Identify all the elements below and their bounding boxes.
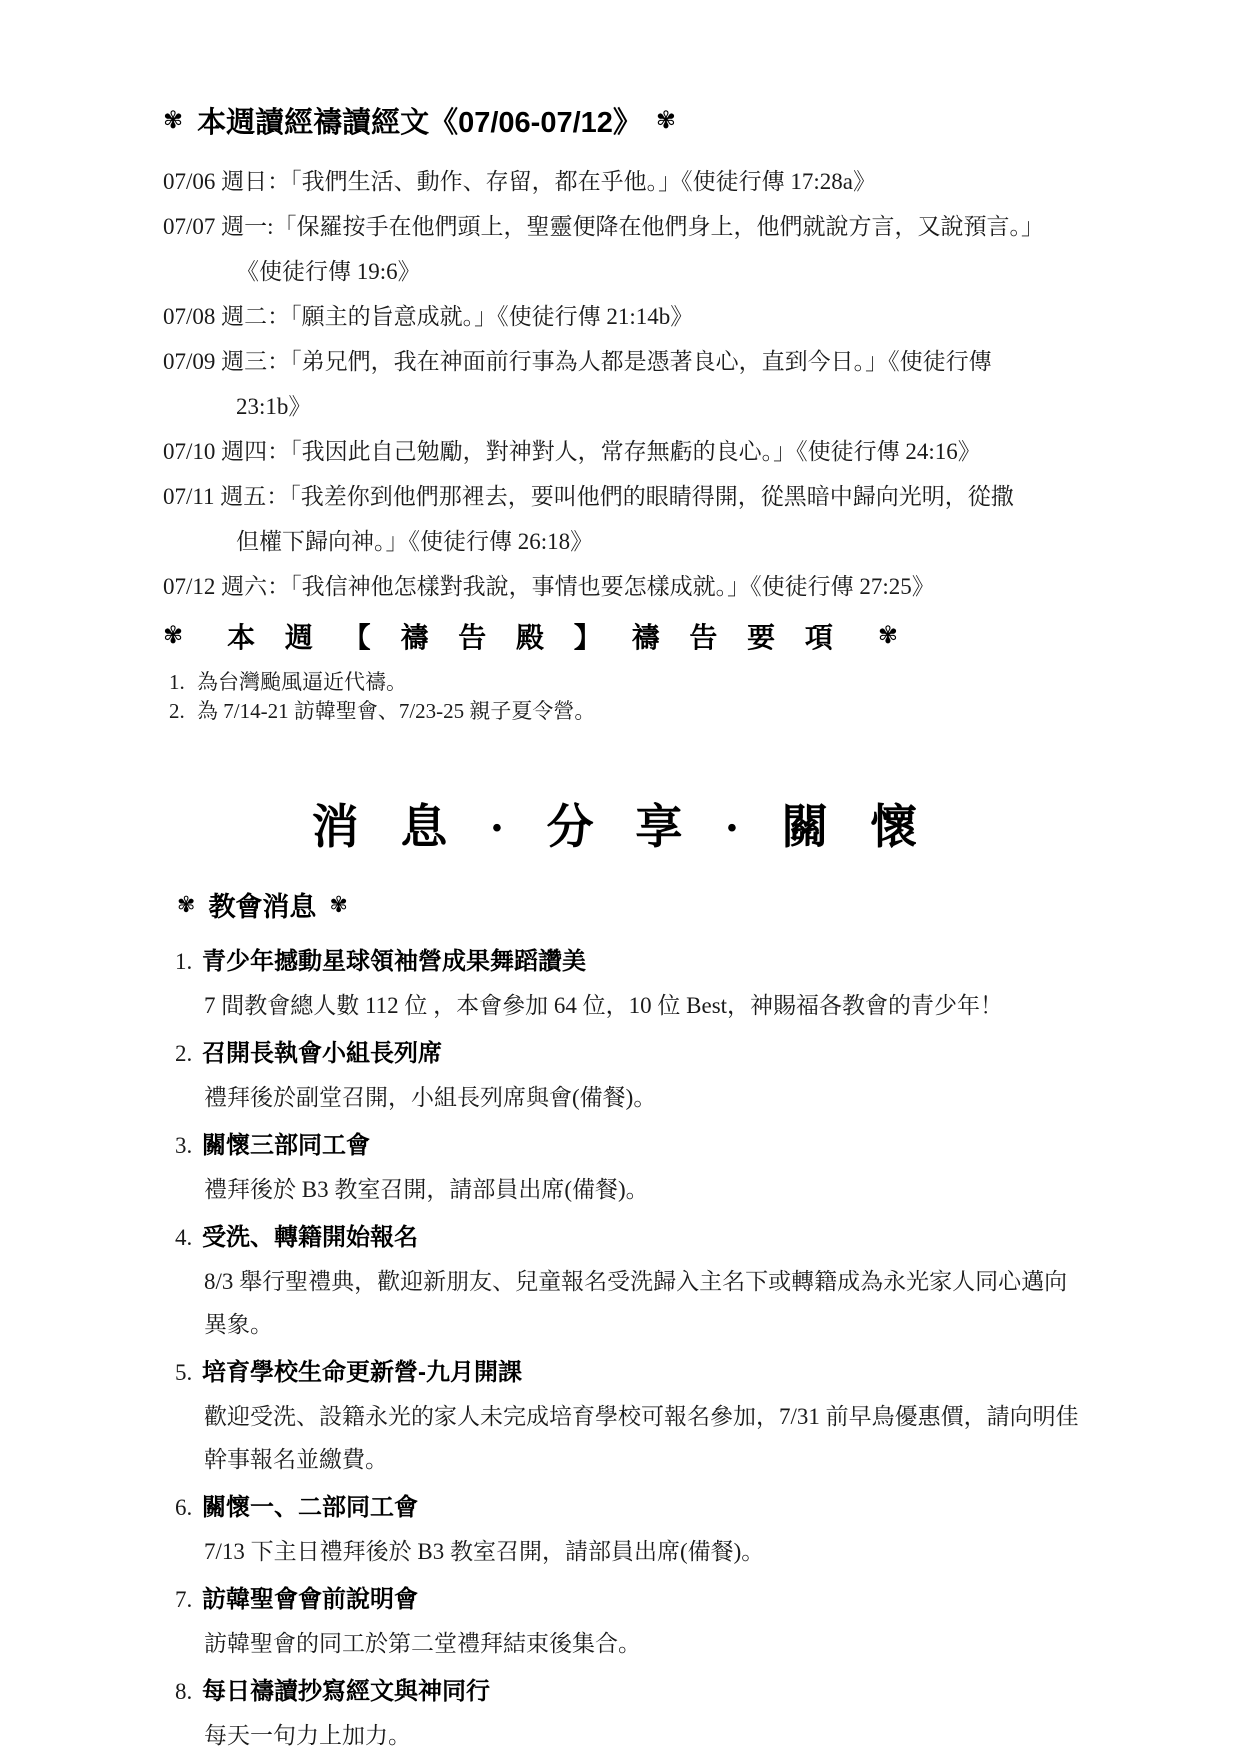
- news-item-body: 禮拜後於副堂召開，小組長列席與會(備餐)。: [204, 1085, 657, 1110]
- news-item-body: 幹事報名並繳費。: [204, 1447, 388, 1472]
- scripture-entry: 07/06 週日：「我們生活、動作、存留，都在乎他。」《使徒行傳 17:28a》: [163, 169, 876, 194]
- news-item-heading: [175, 1488, 1091, 1528]
- prayer-item-text: 為 7/14-21 訪韓聖會、7/23-25 親子夏令營。: [197, 699, 596, 723]
- prayer-item: [169, 668, 1091, 697]
- flower-icon: ✾: [655, 106, 677, 134]
- news-item: [175, 1218, 1091, 1346]
- scripture-entry: 07/11 週五：「我差你到他們那裡去，要叫他們的眼睛得開，從黑暗中歸向光明，從撒: [163, 484, 1014, 509]
- prayer-section-title: [163, 616, 1091, 656]
- scripture-entry-continuation: 23:1b》: [236, 394, 312, 419]
- news-item-title: 受洗、轉籍開始報名: [202, 1224, 418, 1251]
- reading-title-text: 本週讀經禱讀經文《07/06-07/12》: [197, 107, 642, 139]
- news-item: [175, 1488, 1091, 1573]
- news-item-body: 禮拜後於 B3 教室召開，請部員出席(備餐)。: [204, 1177, 649, 1202]
- news-item-heading: [175, 1126, 1091, 1166]
- scripture-entry: 07/12 週六：「我信神他怎樣對我說，事情也要怎樣成就。」《使徒行傳 27:25》: [163, 574, 935, 599]
- prayer-item-number: 2.: [169, 699, 185, 723]
- church-news-section-title: [177, 885, 1091, 924]
- prayer-item: [169, 697, 1091, 726]
- news-item-number: 1.: [175, 949, 193, 974]
- flower-icon: ✾: [163, 106, 184, 134]
- prayer-title-text: 本 週 【 禱 告 殿 】 禱 告 要 項: [227, 622, 844, 653]
- news-item-number: 5.: [175, 1360, 193, 1385]
- news-list: [163, 942, 1091, 1757]
- prayer-list: [169, 668, 1091, 726]
- scripture-list: [163, 163, 1091, 606]
- scripture-entry: 07/07 週一:「保羅按手在他們頭上，聖靈便降在他們身上，他們就說方言，又說預言。」: [163, 214, 1045, 239]
- news-item-heading: [175, 942, 1091, 982]
- news-item: [175, 1353, 1091, 1481]
- scripture-entry-continuation: 《使徒行傳 19:6》: [236, 259, 421, 284]
- news-item-body: 異象。: [204, 1312, 273, 1337]
- news-item-number: 4.: [175, 1225, 193, 1250]
- news-item-heading: [175, 1672, 1091, 1712]
- news-item-title: 召開長執會小組長列席: [202, 1040, 442, 1067]
- news-item-title: 每日禱讀抄寫經文與神同行: [202, 1678, 490, 1705]
- news-item: [175, 1580, 1091, 1665]
- news-item-heading: [175, 1353, 1091, 1393]
- news-item-number: 8.: [175, 1679, 193, 1704]
- flower-icon: ✾: [177, 891, 196, 917]
- news-item: [175, 1672, 1091, 1757]
- news-item-number: 6.: [175, 1495, 193, 1520]
- prayer-item-text: 為台灣颱風逼近代禱。: [197, 670, 407, 694]
- scripture-entry: 07/08 週二：「願主的旨意成就。」《使徒行傳 21:14b》: [163, 304, 694, 329]
- news-item-number: 2.: [175, 1041, 193, 1066]
- news-item: [175, 942, 1091, 1027]
- news-item-body: 7/13 下主日禮拜後於 B3 教室召開，請部員出席(備餐)。: [204, 1539, 765, 1564]
- news-item-body: 歡迎受洗、設籍永光的家人未完成培育學校可報名參加，7/31 前早鳥優惠價，請向明佳: [204, 1404, 1079, 1429]
- page-title: 消 息 · 分 享 · 關 懷: [311, 802, 933, 854]
- news-item-heading: [175, 1580, 1091, 1620]
- flower-icon: ✾: [877, 622, 899, 649]
- scripture-entry: 07/10 週四：「我因此自己勉勵，對神對人，常存無虧的良心。」《使徒行傳 24:16》: [163, 439, 981, 464]
- news-item-heading: [175, 1218, 1091, 1258]
- news-item-title: 關懷三部同工會: [202, 1132, 370, 1159]
- news-item-body: 訪韓聖會的同工於第二堂禮拜結束後集合。: [204, 1631, 641, 1656]
- news-item: [175, 1034, 1091, 1119]
- news-item-title: 培育學校生命更新營-九月開課: [202, 1359, 522, 1386]
- news-item-heading: [175, 1034, 1091, 1074]
- news-item-number: 3.: [175, 1133, 193, 1158]
- news-item-body: 8/3 舉行聖禮典，歡迎新朋友、兒童報名受洗歸入主名下或轉籍成為永光家人同心邁向: [204, 1269, 1068, 1294]
- news-item-body: 7 間教會總人數 112 位 ，本會參加 64 位，10 位 Best，神賜福各教會的青少年！: [204, 993, 1004, 1018]
- prayer-item-number: 1.: [169, 670, 185, 694]
- reading-section-title: [163, 100, 1091, 141]
- church-news-title-text: 教會消息: [208, 892, 317, 922]
- news-item: [175, 1126, 1091, 1211]
- scripture-entry-continuation: 但權下歸向神。」《使徒行傳 26:18》: [236, 529, 594, 554]
- news-item-title: 青少年撼動星球領袖營成果舞蹈讚美: [202, 948, 586, 975]
- flower-icon: ✾: [329, 891, 348, 917]
- scripture-entry: 07/09 週三：「弟兄們，我在神面前行事為人都是憑著良心，直到今日。」《使徒行傳: [163, 349, 992, 374]
- news-item-title: 關懷一、二部同工會: [202, 1494, 418, 1521]
- news-item-body: 每天一句力上加力。: [204, 1723, 411, 1748]
- flower-icon: ✾: [163, 622, 184, 649]
- news-item-title: 訪韓聖會會前說明會: [202, 1586, 418, 1613]
- news-item-number: 7.: [175, 1587, 193, 1612]
